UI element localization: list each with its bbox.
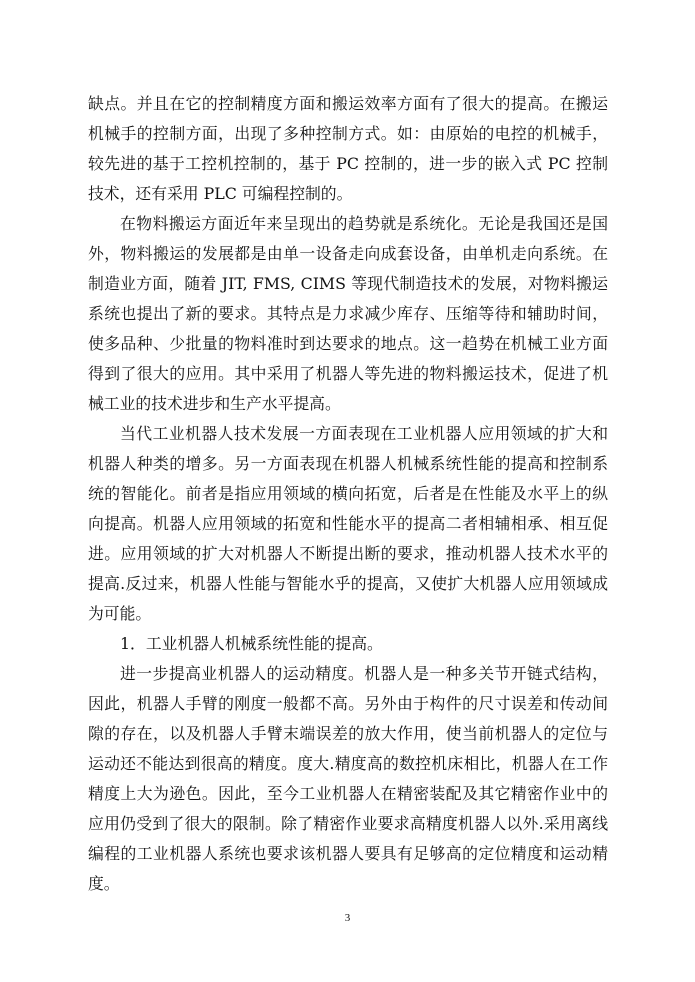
paragraph-continued-intro: 缺点。并且在它的控制精度方面和搬运效率方面有了很大的提高。在搬运机械手的控制方面，出现了多种控制方式。如：由原始的电控的机械手，较先进的基于工控机控制的，基于 PC 控制的，进一步的嵌入式 PC 控制技术，还有采用 PLC 可编程控制的。 [88, 94, 608, 203]
paragraph-material-handling: 在物料搬运方面近年来呈现出的趋势就是系统化。无论是我国还是国外，物料搬运的发展都是由单一设备走向成套设备，由单机走向系统。在制造业方面，随着 JIT, FMS, CIMS 等现代制造技术的发展，对物料搬运系统也提出了新的要求。其特点是力求减少库存、压缩等待和辅助时间，使多品种、少批量的物料准时到达要求的地点。这一趋势在机械工业方面得到了很大的应用。其中采用了机器人等先进的物料搬运技术，促进了机械工业的技术进步和生产水平提高。 [88, 214, 608, 413]
paragraph-robot-development: 当代工业机器人技术发展一方面表现在工业机器人应用领域的扩大和机器人种类的增多。另一方面表现在机器人机械系统性能的提高和控制系统的智能化。前者是指应用领域的横向拓宽，后者是在性能及水平上的纵向提高。机器人应用领域的拓宽和性能水平的提高二者相辅相承、相互促进。应用领域的扩大对机器人不断提出断的要求，推动机器人技术水平的提高.反过来，机器人性能与智能水乎的提高，又使扩大机器人应用领域成为可能。 [88, 424, 608, 623]
body-text [88, 89, 608, 899]
section-heading: 1．工业机器人机械系统性能的提高。 [120, 634, 383, 653]
page-number: 3 [344, 912, 351, 924]
paragraph-motion-precision: 进一步提高业机器人的运动精度。机器人是一种多关节开链式结构，因此，机器人手臂的刚度一般都不高。另外由于构件的尺寸误差和传动间隙的存在，以及机器人手臂末端误差的放大作用，使当前机器人的定位与运动还不能达到很高的精度。度大.精度高的数控机床相比，机器人在工作精度上大为逊色。因此，至今工业机器人在精密装配及其它精密作业中的应用仍受到了很大的限制。除了精密作业要求高精度机器人以外.采用离线编程的工业机器人系统也要求该机器人要具有足够高的定位精度和运动精度。 [88, 664, 608, 893]
